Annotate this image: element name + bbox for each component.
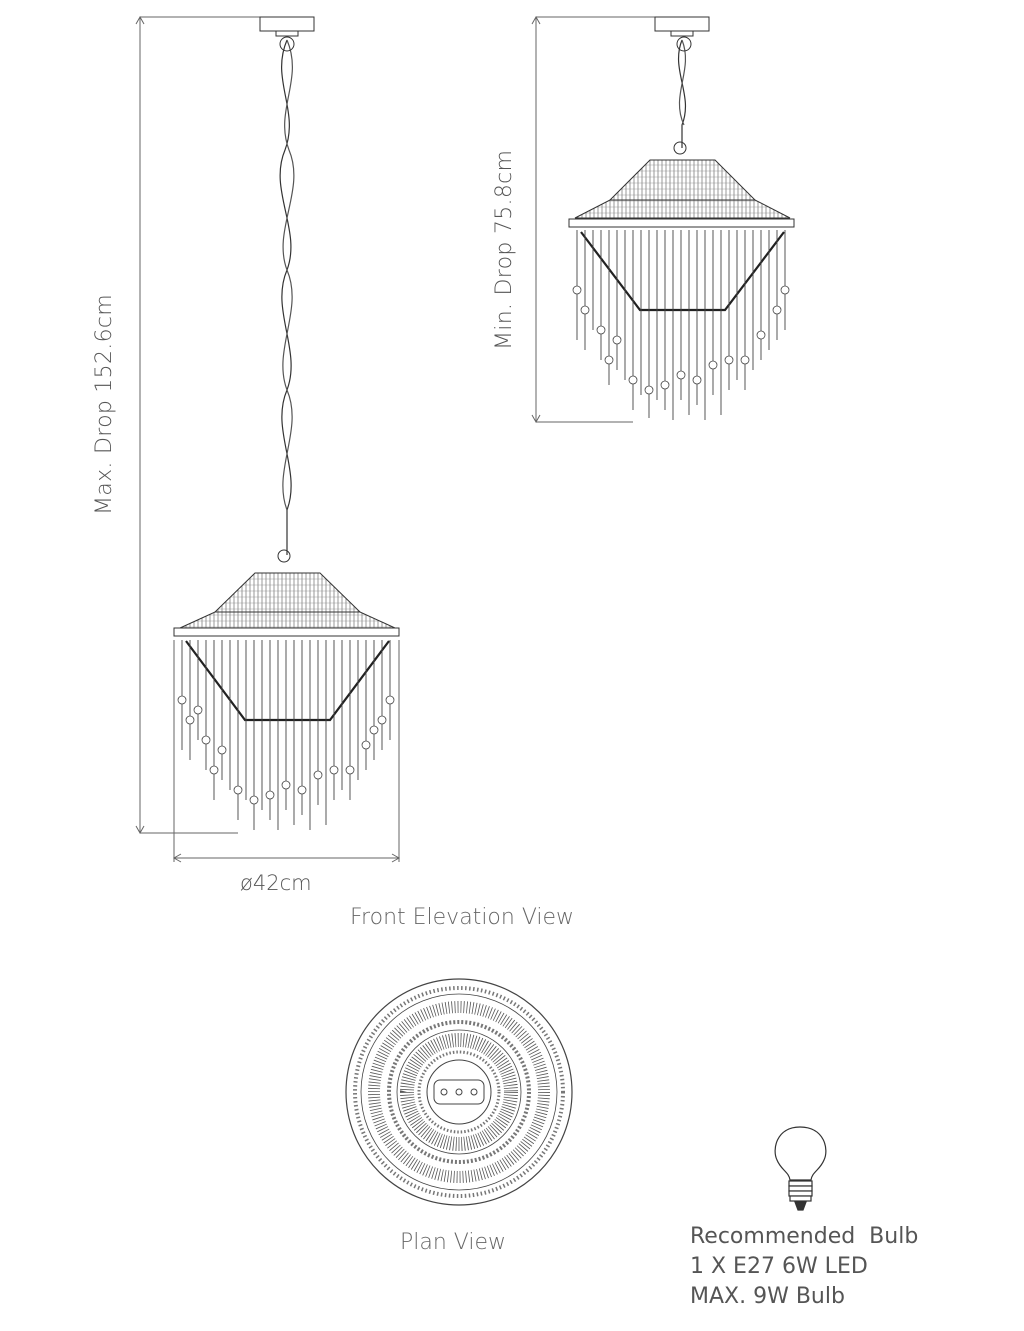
bulb-spec: 1 X E27 6W LED	[690, 1254, 868, 1279]
diameter-label: ø42cm	[240, 871, 312, 895]
min-drop-label: Min. Drop 75.8cm	[492, 149, 517, 350]
front-elevation-title: Front Elevation View	[350, 905, 575, 930]
plan-view-title: Plan View	[400, 1230, 507, 1255]
plan-view-disc	[346, 979, 572, 1205]
chandelier-min-drawing	[532, 17, 794, 422]
max-drop-label: Max. Drop 152.6cm	[92, 294, 117, 515]
recommended-bulb-text	[690, 1222, 918, 1312]
bulb-icon	[775, 1127, 826, 1210]
chandelier-max-drawing	[136, 17, 399, 862]
bulb-title: Recommended Bulb	[690, 1224, 919, 1249]
bulb-max: MAX. 9W Bulb	[690, 1284, 845, 1309]
